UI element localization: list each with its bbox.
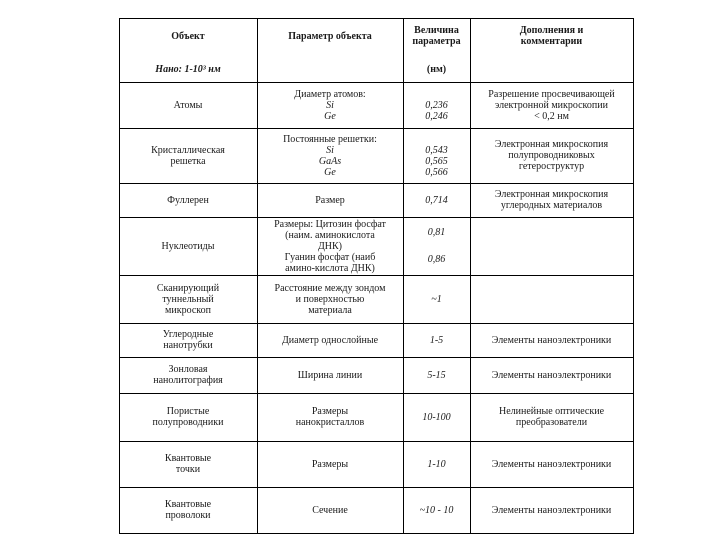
table-row-divider (119, 441, 634, 442)
table-row-object: Углеродные нанотрубки (162, 329, 214, 351)
table-row-comment: Электронная микроскопия полупроводниковых гетероструктур (494, 139, 609, 172)
table-row-parameter: Размеры (311, 458, 349, 470)
table-row-object: Пористые полупроводники (152, 406, 224, 428)
table-border-bottom (119, 533, 634, 534)
table-row-object: Зонловая нанолитография (153, 364, 223, 386)
table-row-divider (119, 82, 634, 83)
table-row-value: 10-100 (422, 411, 451, 423)
table-border-right (633, 18, 634, 534)
table-row-object: Кристаллическая решетка (151, 144, 225, 167)
table-row-object: Квантовые точки (164, 453, 212, 475)
nano-range-label: Нано: 1-10³ нм (155, 63, 221, 75)
table-row-parameter: Размеры: Цитозин фосфат (наим. аминокислота ДНК) Гуанин фосфат (наиб амино-кислота ДНК) (274, 218, 386, 274)
table-row-value: 0,236 0,246 (425, 100, 448, 122)
table-row-comment: Элементы наноэлектроники (491, 458, 612, 470)
table-row-parameter: Размер (315, 194, 345, 206)
table-row-parameter: Диаметр атомов: Si Ge (294, 88, 366, 122)
table-row-divider (119, 183, 634, 184)
table-row-parameter: Расстояние между зондом и поверхностью материала (274, 282, 386, 316)
table-row-value: ~10 - 10 (419, 504, 454, 516)
table-row-object: Квантовые проволоки (164, 499, 212, 521)
table-row-divider (119, 275, 634, 276)
table-row-divider (119, 357, 634, 358)
table-row-comment: Элементы наноэлектроники (491, 369, 612, 381)
table-row-comment: Элементы наноэлектроники (491, 334, 612, 346)
table-row-comment: Разрешение просвечивающей электронной микроскопии < 0,2 нм (488, 88, 615, 122)
table-row-divider (119, 393, 634, 394)
table-row-value: 0,81 0,86 (427, 227, 446, 265)
table-row-comment: Элементы наноэлектроники (491, 504, 612, 516)
table-row-parameter: Размеры нанокристаллов (295, 406, 365, 428)
table-row-divider (119, 487, 634, 488)
table-row-parameter: Диаметр однослойные (281, 334, 379, 346)
table-row-comment: Нелинейные оптические преобразователи (498, 406, 605, 428)
table-row-parameter: Сечение (312, 504, 348, 516)
table-row-parameter: Постоянные решетки: Si GaAs Ge (283, 133, 377, 178)
header-comments: Дополнения и комментарии (519, 25, 584, 47)
table-border-top (119, 18, 634, 19)
table-row-parameter: Ширина линии (297, 369, 363, 381)
table-row-value: ~1 (431, 293, 442, 305)
table-row-value: 1-5 (429, 334, 444, 346)
table-row-object: Фуллерен (167, 194, 209, 206)
table-row-comment: Электронная микроскопия углеродных материалов (494, 189, 609, 211)
header-parameter: Параметр объекта (288, 30, 372, 42)
table-row-divider (119, 128, 634, 129)
table-row-object: Сканирующий туннельный микроскоп (156, 282, 220, 316)
header-object: Объект (171, 30, 205, 42)
table-row-object: Нуклеотиды (161, 240, 215, 252)
table-row-value: 1-10 (427, 458, 446, 470)
table-row-value: 0,714 (425, 194, 448, 206)
table-row-divider (119, 323, 634, 324)
table-row-value: 5-15 (427, 369, 446, 381)
table-row-value: 0,543 0,565 0,566 (425, 145, 448, 178)
unit-label: (нм) (426, 63, 447, 75)
header-value: Величина параметра (412, 25, 461, 47)
table-row-object: Атомы (173, 99, 203, 111)
